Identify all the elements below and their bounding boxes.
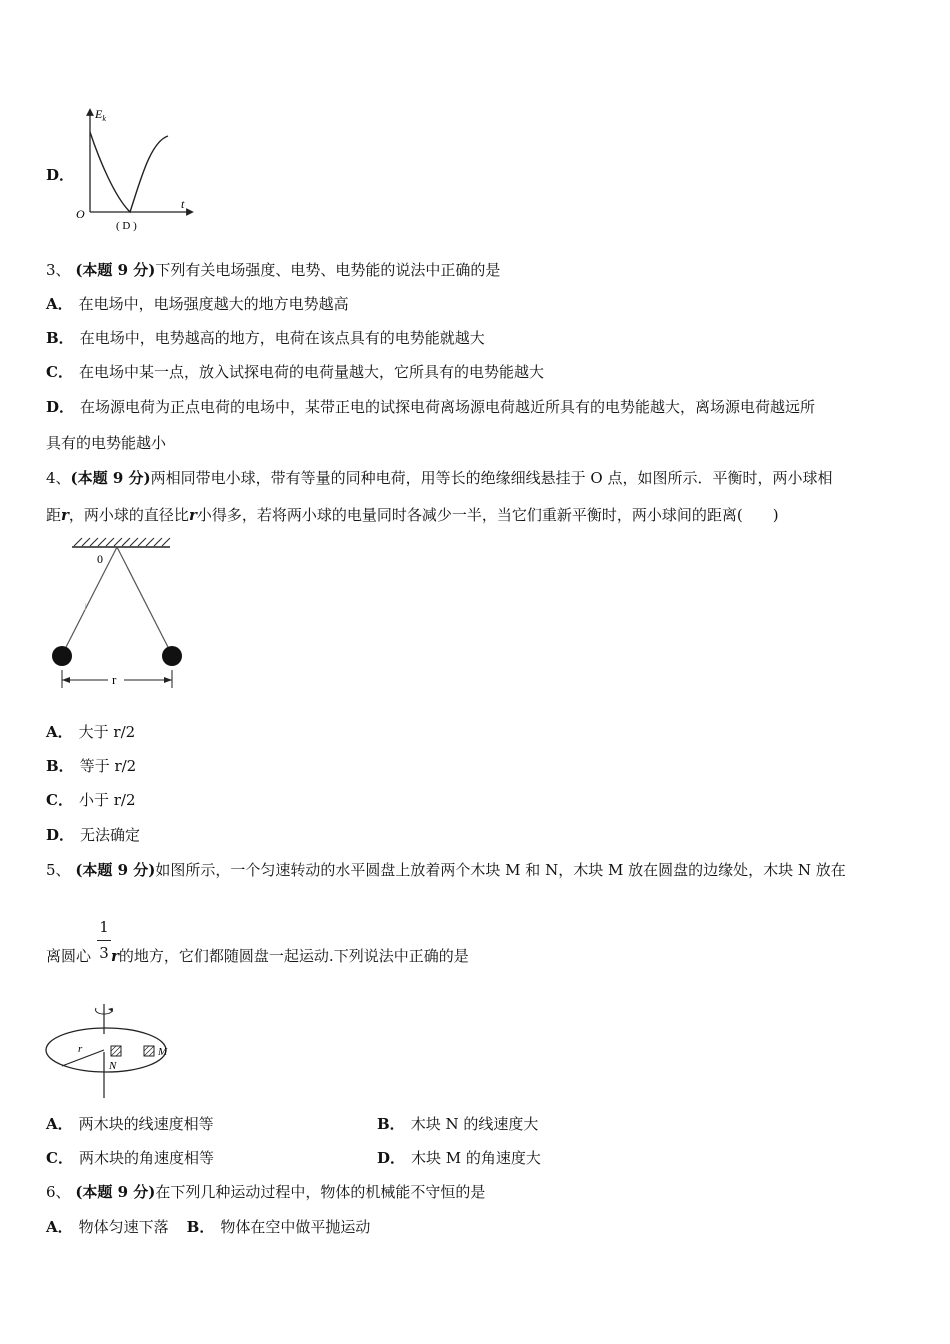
variable-r: r: [111, 947, 119, 965]
option-text: 两木块的角速度相等: [78, 1149, 214, 1167]
radius-line: [62, 1050, 104, 1066]
block-n-label: N: [109, 1060, 117, 1072]
stem-text: ，两小球的直径比: [68, 506, 189, 524]
option-text: 大于 r/2: [78, 723, 136, 741]
rotating-disk-figure: [40, 998, 190, 1103]
q5-option-b: [377, 1114, 538, 1134]
question-stem: 下列有关电场强度、电势、电势能的说法中正确的是: [155, 261, 501, 279]
question-meta: (本题 9 分): [75, 1183, 156, 1201]
ek-t-graph: [70, 102, 200, 242]
option-label: C．: [46, 791, 73, 809]
pivot-label: 0: [97, 552, 103, 566]
distance-label: r: [112, 672, 117, 687]
q6-options: [46, 1217, 370, 1237]
option-label: D．: [46, 398, 75, 416]
origin-label: O: [76, 207, 85, 221]
ek-curve: [90, 132, 168, 212]
q4-stem-line2: [46, 505, 779, 525]
fraction-denominator: 3: [99, 944, 109, 962]
option-label: A．: [46, 723, 73, 741]
q3-stem: [46, 260, 500, 280]
option-text: 在场源电荷为正点电荷的电场中，某带正电的试探电荷离场源电荷越近所具有的电势能越大，离场源电荷越远所: [80, 398, 816, 416]
option-text: 物体在空中做平抛运动: [220, 1218, 371, 1236]
variable-r: r: [61, 506, 69, 524]
q5-stem-line2: [46, 946, 469, 966]
q3-option-d: [46, 397, 815, 417]
question-meta: (本题 9 分): [70, 469, 151, 487]
option-label: B．: [186, 1218, 215, 1236]
option-text: 小于 r/2: [78, 791, 136, 809]
question-number: 3、: [46, 261, 71, 279]
option-text: 具有的电势能越小: [46, 434, 167, 452]
thread-label: l: [84, 602, 87, 612]
q4-option-d: [46, 825, 140, 845]
pendulum-figure: [46, 535, 196, 695]
option-label: D．: [46, 826, 75, 844]
option-text: 木块 N 的线速度大: [410, 1115, 539, 1133]
q4-option-b: [46, 756, 136, 776]
dimension-arrow-right: [164, 677, 172, 683]
q4-option-c: [46, 790, 136, 810]
q5-option-a: [46, 1114, 214, 1134]
question-meta: (本题 9 分): [75, 861, 156, 879]
question-number: 4、: [46, 469, 71, 487]
left-thread: [63, 547, 117, 653]
q3-option-b: [46, 328, 485, 348]
q3-option-c: [46, 362, 544, 382]
stem-text: 小得多，若将两小球的电量同时各减少一半，当它们重新平衡时，两小球间的距离( ): [196, 506, 779, 524]
option-text: 木块 M 的角速度大: [411, 1149, 541, 1167]
option-label: B．: [377, 1115, 405, 1133]
option-text: 在电场中，电势越高的地方，电荷在该点具有的电势能就越大: [79, 329, 485, 347]
q5-stem-line1: [46, 860, 846, 880]
question-stem: 如图所示，一个匀速转动的水平圆盘上放着两个木块 M 和 N，木块 M 放在圆盘的边缘处，木块 N 放在: [155, 861, 846, 879]
radius-label: r: [78, 1043, 83, 1055]
stem-text: 距: [46, 506, 62, 524]
option-label: D．: [46, 166, 75, 184]
dimension-arrow-left: [62, 677, 70, 683]
option-label: A．: [46, 1115, 73, 1133]
ceiling-hatch: [74, 538, 170, 546]
question-number: 6、: [46, 1183, 71, 1201]
q6-stem: [46, 1182, 485, 1202]
q3-option-d-cont: [46, 433, 166, 453]
q5-option-d: [377, 1148, 541, 1168]
variable-r: r: [188, 506, 197, 524]
x-axis-label: t: [181, 197, 185, 211]
option-text: 在电场中某一点，放入试探电荷的电荷量越大，它所具有的电势能越大: [78, 363, 544, 381]
q3-option-a: [46, 294, 349, 314]
option-text: 物体匀速下落: [78, 1218, 169, 1236]
block-m-label: M: [158, 1046, 168, 1058]
option-label: D．: [377, 1149, 406, 1167]
option-text: 无法确定: [80, 826, 141, 844]
q5-option-c: [46, 1148, 214, 1168]
y-axis-label: $E_k$: [95, 107, 106, 123]
question-meta: (本题 9 分): [75, 261, 156, 279]
option-label: A．: [46, 295, 73, 313]
right-ball: [162, 646, 182, 666]
stem-text: 的地方，它们都随圆盘一起运动.下列说法中正确的是: [118, 947, 469, 965]
option-label: B．: [46, 757, 74, 775]
stem-text: 离圆心: [46, 947, 92, 965]
graph-caption: ( D ): [116, 220, 137, 232]
option-text: 两木块的线速度相等: [78, 1115, 214, 1133]
right-thread: [117, 547, 171, 653]
q4-stem-line1: [46, 468, 832, 488]
option-label: A．: [46, 1218, 73, 1236]
question-number: 5、: [46, 861, 71, 879]
question-stem: 在下列几种运动过程中，物体的机械能不守恒的是: [155, 1183, 486, 1201]
question-stem: 两相同带电小球，带有等量的同种电荷，用等长的绝缘细线悬挂于 O 点，如图所示．平衡时，两小球相: [150, 469, 833, 487]
q4-option-a: [46, 722, 135, 742]
left-ball: [52, 646, 72, 666]
option-label: B．: [46, 329, 74, 347]
option-text: 在电场中，电场强度越大的地方电势越高: [78, 295, 349, 313]
fraction-bar: [97, 940, 111, 941]
option-text: 等于 r/2: [79, 757, 137, 775]
option-label: C．: [46, 1149, 73, 1167]
option-label: C．: [46, 363, 73, 381]
fraction-numerator: 1: [99, 918, 109, 936]
